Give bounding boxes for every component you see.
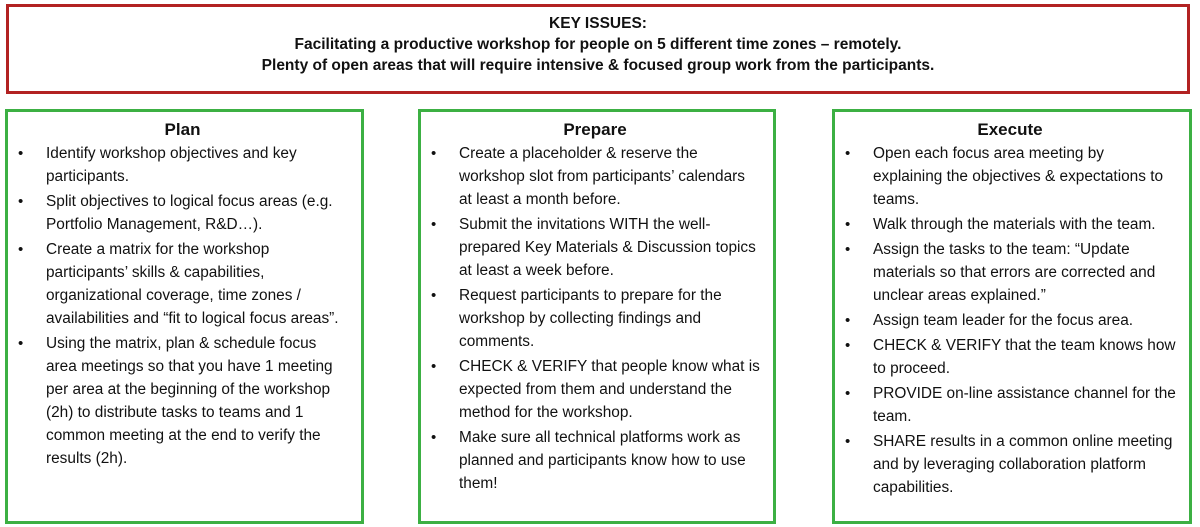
key-issue-line: Facilitating a productive workshop for people on 5 different time zones – remotely.	[294, 36, 902, 53]
key-issues-title: KEY ISSUES:	[549, 15, 647, 32]
list-item	[16, 332, 349, 470]
list-item	[429, 213, 761, 282]
bullet-icon: •	[18, 335, 24, 352]
list-item-text: Using the matrix, plan & schedule focus area meetings so that you have 1 meeting per area at the beginning of the workshop (2h) to distribute tasks to teams and 1 common meeting at the end to verify the results (2h).	[46, 335, 333, 467]
list-item	[843, 142, 1177, 211]
key-issues-box	[6, 4, 1190, 94]
bullet-icon: •	[845, 385, 851, 402]
list-item-text: Identify workshop objectives and key participants.	[46, 145, 297, 185]
execute-column	[832, 109, 1192, 524]
list-item-text: Assign the tasks to the team: “Update materials so that errors are corrected and unclear areas explained.”	[873, 241, 1156, 304]
list-item-text: Open each focus area meeting by explaining the objectives & expectations to teams.	[873, 145, 1164, 208]
list-item	[843, 309, 1177, 332]
bullet-icon: •	[845, 241, 851, 258]
list-item	[843, 238, 1177, 307]
bullet-icon: •	[18, 193, 24, 210]
prepare-column	[418, 109, 776, 524]
plan-title: Plan	[164, 120, 201, 139]
plan-list	[16, 142, 349, 470]
bullet-icon: •	[845, 312, 851, 329]
list-item	[843, 334, 1177, 380]
bullet-icon: •	[845, 337, 851, 354]
list-item-text: Assign team leader for the focus area.	[873, 312, 1134, 329]
plan-column	[5, 109, 364, 524]
list-item	[16, 190, 349, 236]
list-item	[429, 284, 761, 353]
list-item	[16, 238, 349, 330]
bullet-icon: •	[18, 145, 24, 162]
list-item	[429, 355, 761, 424]
execute-list	[843, 142, 1177, 499]
list-item-text: Walk through the materials with the team.	[873, 216, 1156, 233]
bullet-icon: •	[431, 145, 437, 162]
prepare-title: Prepare	[563, 120, 627, 139]
bullet-icon: •	[845, 433, 851, 450]
bullet-icon: •	[845, 216, 851, 233]
list-item	[843, 213, 1177, 236]
bullet-icon: •	[431, 216, 437, 233]
key-issue-line: Plenty of open areas that will require intensive & focused group work from the participants.	[261, 57, 935, 74]
list-item-text: Split objectives to logical focus areas (e.g. Portfolio Management, R&D…).	[46, 193, 333, 233]
list-item	[843, 382, 1177, 428]
list-item-text: CHECK & VERIFY that people know what is expected from them and understand the method for the workshop.	[459, 358, 760, 421]
list-item-text: Request participants to prepare for the workshop by collecting findings and comments.	[459, 287, 722, 350]
bullet-icon: •	[431, 429, 437, 446]
list-item-text: PROVIDE on-line assistance channel for the team.	[873, 385, 1176, 425]
list-item	[429, 142, 761, 211]
list-item-text: CHECK & VERIFY that the team knows how to proceed.	[873, 337, 1176, 377]
bullet-icon: •	[845, 145, 851, 162]
list-item-text: Create a matrix for the workshop participants’ skills & capabilities, organizational coverage, time zones / availabilities and “fit to logical focus areas”.	[46, 241, 339, 327]
bullet-icon: •	[431, 358, 437, 375]
execute-title: Execute	[977, 120, 1043, 139]
list-item-text: Make sure all technical platforms work as planned and participants know how to use them!	[459, 429, 746, 492]
list-item	[16, 142, 349, 188]
list-item-text: SHARE results in a common online meeting and by leveraging collaboration platform capabilities.	[873, 433, 1173, 496]
list-item-text: Create a placeholder & reserve the workshop slot from participants’ calendars at least a month before.	[459, 145, 745, 208]
bullet-icon: •	[18, 241, 24, 258]
list-item	[843, 430, 1177, 499]
list-item-text: Submit the invitations WITH the well-prepared Key Materials & Discussion topics at least a week before.	[459, 216, 756, 279]
prepare-list	[429, 142, 761, 495]
list-item	[429, 426, 761, 495]
bullet-icon: •	[431, 287, 437, 304]
